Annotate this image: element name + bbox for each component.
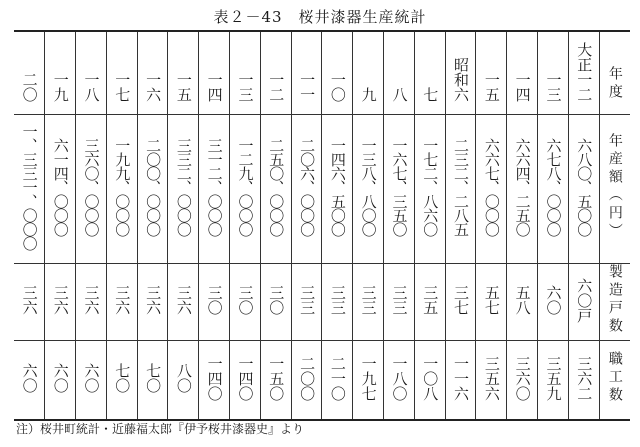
year-cell-text: 一四: [513, 72, 532, 102]
manufacturers-cell-text: 三七: [452, 285, 471, 315]
manufacturers-cell: [14, 264, 45, 341]
row-production-value: [14, 115, 630, 264]
year-cell: [199, 31, 230, 115]
value-cell: [507, 115, 538, 264]
manufacturers-cell: [137, 264, 168, 341]
value-cell: [445, 115, 476, 264]
manufacturers-cell-text: 三三: [390, 285, 409, 315]
manufacturers-cell-text: 三五: [421, 285, 440, 315]
manufacturers-cell: [384, 264, 415, 341]
value-cell: [76, 115, 107, 264]
manufacturers-cell: [260, 264, 291, 341]
year-cell-text: 一八: [82, 72, 101, 102]
value-cell-text: 二〇〇、〇〇〇: [144, 138, 163, 236]
year-cell-text: 一五: [174, 72, 193, 102]
manufacturers-cell: [353, 264, 384, 341]
value-cell: [568, 115, 599, 264]
value-cell-text: 二〇六、〇〇〇: [298, 138, 317, 236]
workers-cell: [291, 341, 322, 421]
value-cell-text: 一六七、三五〇: [390, 138, 409, 236]
workers-cell-text: 七〇: [113, 363, 132, 393]
value-cell: [14, 115, 45, 264]
value-cell-text: 一三八、八〇〇: [359, 138, 378, 236]
manufacturers-cell-text: 五八: [513, 285, 532, 315]
year-cell-text: 一五: [482, 72, 501, 102]
row-year: [14, 31, 630, 115]
year-cell: [45, 31, 76, 115]
workers-cell-text: 三六〇: [513, 355, 532, 401]
row-manufacturers: [14, 264, 630, 341]
value-cell-text: 一四六、五〇〇: [328, 138, 347, 236]
workers-cell-text: 八〇: [174, 363, 193, 393]
workers-cell: [445, 341, 476, 421]
value-cell-text: 三六〇、〇〇〇: [82, 138, 101, 236]
year-cell: [291, 31, 322, 115]
value-cell-text: 二五〇、〇〇〇: [267, 138, 286, 236]
year-cell-text: 一七: [113, 72, 132, 102]
year-cell: [445, 31, 476, 115]
value-cell: [322, 115, 353, 264]
manufacturers-cell-text: 三〇: [267, 285, 286, 315]
workers-cell-text: 一〇八: [421, 355, 440, 401]
workers-header: [599, 341, 630, 421]
workers-cell-text: 二一〇: [328, 355, 347, 401]
value-cell: [384, 115, 415, 264]
manufacturers-cell: [507, 264, 538, 341]
value-cell-text: 一七二、八六〇: [421, 138, 440, 236]
year-cell: [322, 31, 353, 115]
manufacturers-cell-text: 三六: [174, 285, 193, 315]
manufacturers-cell-text: 五七: [482, 285, 501, 315]
value-cell-text: 三三二、〇〇〇: [174, 138, 193, 236]
value-cell-text: 六一四、〇〇〇: [51, 138, 70, 236]
value-cell-text: 六六四、二五〇: [513, 138, 532, 236]
year-cell: [230, 31, 261, 115]
year-cell-text: 九: [359, 87, 378, 102]
workers-cell: [14, 341, 45, 421]
year-cell-text: 昭和六: [452, 57, 471, 102]
year-cell: [168, 31, 199, 115]
manufacturers-cell-text: 三六: [51, 285, 70, 315]
year-cell: [384, 31, 415, 115]
manufacturers-cell-text: 三六: [144, 285, 163, 315]
manufacturers-cell-text: 三三: [359, 285, 378, 315]
manufacturers-cell: [76, 264, 107, 341]
year-cell-text: 一〇: [328, 72, 347, 102]
workers-header-text: 職工数: [606, 351, 623, 405]
page-title: 表２－43 桜井漆器生産統計: [213, 8, 427, 26]
year-cell: [106, 31, 137, 115]
workers-cell: [322, 341, 353, 421]
value-cell-text: 六八〇、五〇〇: [575, 138, 594, 236]
manufacturers-cell: [168, 264, 199, 341]
statistics-table: [14, 30, 630, 421]
value-header-text: 年産額（円）: [606, 133, 623, 241]
manufacturers-cell: [568, 264, 599, 341]
year-cell: [568, 31, 599, 115]
manufacturers-cell-text: 三三: [298, 285, 317, 315]
workers-cell: [45, 341, 76, 421]
manufacturers-cell-text: 三〇: [236, 285, 255, 315]
value-cell-text: 一二九、〇〇〇: [236, 138, 255, 236]
value-header: [599, 115, 630, 264]
manufacturers-cell-text: 三〇: [205, 285, 224, 315]
year-cell-text: 一三: [236, 72, 255, 102]
value-cell-text: 一九九、〇〇〇: [113, 138, 132, 236]
workers-cell-text: 一九七: [359, 355, 378, 401]
row-workers: [14, 341, 630, 421]
workers-cell: [507, 341, 538, 421]
manufacturers-cell: [414, 264, 445, 341]
workers-cell: [106, 341, 137, 421]
value-cell: [260, 115, 291, 264]
year-cell: [538, 31, 569, 115]
year-cell: [76, 31, 107, 115]
value-cell: [45, 115, 76, 264]
workers-cell: [168, 341, 199, 421]
value-cell-text: 一、三三一、〇〇〇: [20, 124, 39, 250]
year-cell: [260, 31, 291, 115]
footnote: 注）桜井町統計・近藤福太郎『伊予桜井漆器史』より: [16, 422, 305, 436]
year-cell: [14, 31, 45, 115]
value-cell-text: 三一二、〇〇〇: [205, 138, 224, 236]
year-cell-text: 七: [421, 87, 440, 102]
workers-cell: [384, 341, 415, 421]
workers-cell-text: 二〇〇: [298, 355, 317, 401]
manufacturers-cell: [291, 264, 322, 341]
value-cell: [199, 115, 230, 264]
value-cell-text: 二三二、二八五: [452, 138, 471, 236]
manufacturers-cell: [45, 264, 76, 341]
year-cell-text: 一九: [51, 72, 70, 102]
workers-cell-text: 三五九: [544, 355, 563, 401]
year-cell: [353, 31, 384, 115]
year-cell: [476, 31, 507, 115]
workers-cell: [353, 341, 384, 421]
workers-cell: [476, 341, 507, 421]
manufacturers-header-text: 製造戸数: [606, 264, 623, 336]
value-cell: [353, 115, 384, 264]
workers-cell-text: 七〇: [144, 363, 163, 393]
year-cell: [414, 31, 445, 115]
workers-cell: [414, 341, 445, 421]
year-cell-text: 二〇: [20, 72, 39, 102]
value-cell: [414, 115, 445, 264]
value-cell: [538, 115, 569, 264]
year-cell-text: 一一: [298, 72, 317, 102]
workers-cell: [230, 341, 261, 421]
year-cell-text: 大正一二: [575, 42, 594, 102]
manufacturers-cell: [199, 264, 230, 341]
year-header-text: 年度: [606, 66, 623, 102]
manufacturers-cell: [538, 264, 569, 341]
value-cell: [476, 115, 507, 264]
value-cell-text: 六七八、〇〇〇: [544, 138, 563, 236]
workers-cell: [538, 341, 569, 421]
workers-cell: [260, 341, 291, 421]
workers-cell-text: 一八〇: [390, 355, 409, 401]
year-cell: [137, 31, 168, 115]
manufacturers-cell-text: 六〇戸: [575, 277, 594, 323]
value-cell: [137, 115, 168, 264]
manufacturers-cell: [445, 264, 476, 341]
value-cell: [230, 115, 261, 264]
workers-cell-text: 三六二: [575, 355, 594, 401]
value-cell: [168, 115, 199, 264]
manufacturers-cell: [230, 264, 261, 341]
year-cell-text: 一二: [267, 72, 286, 102]
workers-cell-text: 六〇: [51, 363, 70, 393]
workers-cell: [199, 341, 230, 421]
value-cell: [291, 115, 322, 264]
workers-cell: [137, 341, 168, 421]
year-cell-text: 一六: [144, 72, 163, 102]
year-cell-text: 八: [390, 87, 409, 102]
manufacturers-cell-text: 六〇: [544, 285, 563, 315]
manufacturers-cell-text: 三六: [82, 285, 101, 315]
manufacturers-cell-text: 三六: [20, 285, 39, 315]
year-header: [599, 31, 630, 115]
manufacturers-cell: [106, 264, 137, 341]
manufacturers-cell: [322, 264, 353, 341]
year-cell: [507, 31, 538, 115]
year-cell-text: 一四: [205, 72, 224, 102]
workers-cell-text: 六〇: [82, 363, 101, 393]
workers-cell-text: 一四〇: [236, 355, 255, 401]
manufacturers-header: [599, 264, 630, 341]
manufacturers-cell-text: 三三: [328, 285, 347, 315]
manufacturers-cell: [476, 264, 507, 341]
workers-cell-text: 三五六: [482, 355, 501, 401]
workers-cell-text: 一五〇: [267, 355, 286, 401]
workers-cell: [568, 341, 599, 421]
workers-cell: [76, 341, 107, 421]
workers-cell-text: 一四〇: [205, 355, 224, 401]
value-cell-text: 六六七、〇〇〇: [482, 138, 501, 236]
workers-cell-text: 一一六: [452, 355, 471, 401]
year-cell-text: 一三: [544, 72, 563, 102]
workers-cell-text: 六〇: [20, 363, 39, 393]
manufacturers-cell-text: 三六: [113, 285, 132, 315]
value-cell: [106, 115, 137, 264]
